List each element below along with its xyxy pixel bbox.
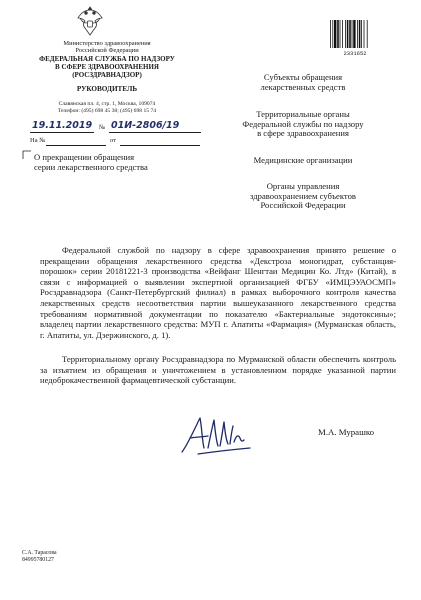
recipient-line: Органы управления [266,181,340,191]
executor [22,550,57,564]
signatory-name: М.А. Мурашко [318,427,375,437]
subject-bracket-icon [22,150,32,160]
recipient-line: Федеральной службы по надзору [242,118,364,129]
recipient-line: лекарственных средств [260,81,346,92]
recipient-1 [218,73,388,92]
barcode-icon [330,20,380,48]
reply-label: На № [30,137,46,144]
recipient-line: Субъекты обращения [263,72,343,82]
service-name-line2: В СФЕРЕ ЗДРАВООХРАНЕНИЯ [55,63,159,71]
body-paragraph-2: Территориальному органу Росздравнадзора по Мурманской области обеспечить контроль за изъятием из обращения и уничтожением в установленном порядке указанной партии недоброкачественной фармацевтической субстанции. [40,354,396,386]
registration-date: 19.11.2019 [32,120,93,131]
reply-number-line [46,144,106,146]
recipient-line: здравоохранением субъектов [250,190,356,201]
number-line [109,121,201,133]
address: Славянская пл. 4, стр. 1, Москва, 109074 [58,101,156,107]
date-line [30,121,94,133]
ministry-country: Российской Федерации [75,47,139,54]
recipient-line: Российской Федерации [260,200,346,211]
executor-phone: 84995780127 [22,557,54,563]
signature-image [178,408,256,460]
position-title: РУКОВОДИТЕЛЬ [76,85,138,93]
service-name-line3: (РОСЗДРАВНАДЗОР) [72,71,142,79]
service-name-line1: ФЕДЕРАЛЬНАЯ СЛУЖБА ПО НАДЗОРУ [39,55,175,63]
recipient-line: Медицинские организации [253,155,353,165]
registration-number: 01И-2806/19 [111,120,180,131]
barcode-number: 2331652 [343,50,367,57]
recipient-2 [218,110,388,139]
reply-date-line [120,144,200,146]
reply-from-label: от [110,137,117,144]
subject [34,152,148,173]
recipient-3 [218,156,388,166]
phone: Телефон: (495) 698 45 38; (495) 698 15 74 [57,108,157,114]
recipient-line: Территориальные органы [256,109,350,119]
recipient-line: в сфере здравоохранения [257,128,349,139]
number-sign: № [99,124,106,131]
recipient-4 [218,182,388,211]
body-paragraph-1: Федеральной службой по надзору в сфере здравоохранения принято решение о прекращении обращения лекарственного средства «Декстроза моногидрат, субстанция-порошок» серии 20181221-3 производства «Вейфанг Шенгтаи Медицин Ко. Лтд» (Китай), в связи с информацией о выявлении экспертной организацией ФГБУ «ИМЦЭУАОСМП» Росздравнадзора (Санкт-Петербургский филиал) в рамках выборочного контроля качества лекарственных средств несоответствия партии вышеуказанного лекарственного средства требованиям нормативной документации по показателю «Бактериальные эндотоксины»; владелец партии лекарственного средства: МУП г. Апатиты «Фармация» (Мурманская область, г. Апатиты, ул. Дзержинского, д. 1). [40,245,396,340]
executor-name: С.А. Тарасова [22,550,57,556]
subject-line1: О прекращении обращения [34,152,135,162]
coat-of-arms-icon [75,4,105,38]
subject-line2: серии лекарственного средства [34,162,148,173]
ministry-name: Министерство здравоохранения [63,40,151,47]
